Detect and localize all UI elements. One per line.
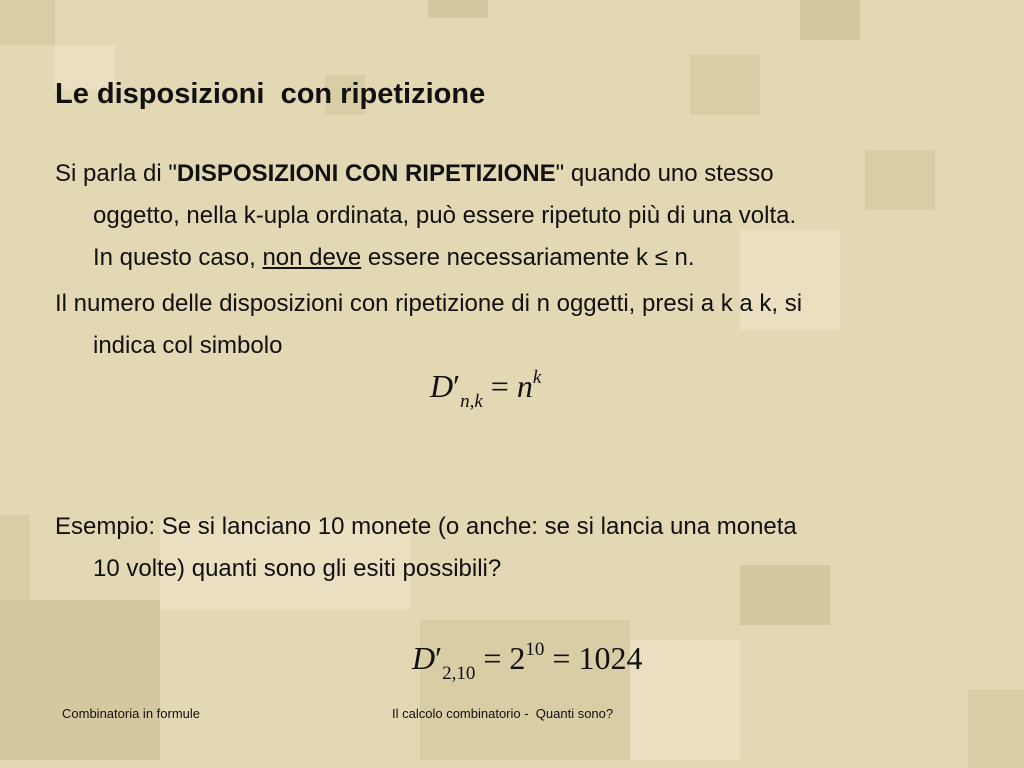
symbol-line-1: Il numero delle disposizioni con ripetizione di n oggetti, presi a k a k, si <box>55 290 803 317</box>
formula-base: n <box>516 368 533 404</box>
definition-line-3-end: essere necessariamente k ≤ n. <box>361 244 695 271</box>
formula-example-result: 1024 <box>578 640 643 676</box>
formula-example-base: 2 <box>509 640 526 676</box>
symbol-line-2: indica col simbolo <box>93 332 283 359</box>
underlined-phrase: non deve <box>262 244 362 271</box>
example-line-2: 10 volte) quanti sono gli esiti possibili? <box>93 555 502 582</box>
example-paragraph <box>55 506 955 590</box>
footer-left: Combinatoria in formule <box>62 706 201 721</box>
formula-example-exponent: 10 <box>525 639 545 660</box>
background-tile <box>0 515 30 600</box>
symbol-paragraph <box>55 283 955 367</box>
formula-exponent: k <box>532 367 542 388</box>
formula-equals: = <box>482 368 517 404</box>
example-line-1: Esempio: Se si lanciano 10 monete (o anche: se si lancia una moneta <box>55 513 797 540</box>
definition-text-end: " quando uno stesso <box>555 160 774 187</box>
definition-bold-term: DISPOSIZIONI CON RIPETIZIONE <box>176 160 556 187</box>
definition-text: Si parla di " <box>55 160 177 187</box>
formula-general <box>430 367 542 412</box>
definition-paragraph <box>55 153 955 279</box>
background-tile <box>630 640 740 760</box>
background-tile <box>800 0 860 40</box>
footer-center: Il calcolo combinatorio - Quanti sono? <box>392 706 614 721</box>
formula-symbol: D <box>430 368 454 404</box>
formula-example <box>412 639 643 684</box>
background-tile <box>428 0 488 18</box>
background-tile <box>0 600 160 760</box>
definition-line-2: oggetto, nella k-upla ordinata, può essere ripetuto più di una volta. <box>93 202 797 229</box>
background-tile <box>690 55 760 115</box>
definition-line-3 <box>55 237 955 279</box>
formula-example-subscript: 2,10 <box>442 663 476 684</box>
definition-line-3-start: In questo caso, <box>93 244 263 271</box>
formula-example-equals-1: = <box>475 640 510 676</box>
formula-prime: ′ <box>453 368 461 404</box>
slide-title: Le disposizioni con ripetizione <box>55 78 486 110</box>
formula-example-prime: ′ <box>435 640 443 676</box>
background-tile <box>968 690 1024 768</box>
background-tile <box>0 0 55 45</box>
formula-example-symbol: D <box>412 640 436 676</box>
formula-example-equals-2: = <box>544 640 579 676</box>
formula-subscript: n,k <box>460 391 483 412</box>
